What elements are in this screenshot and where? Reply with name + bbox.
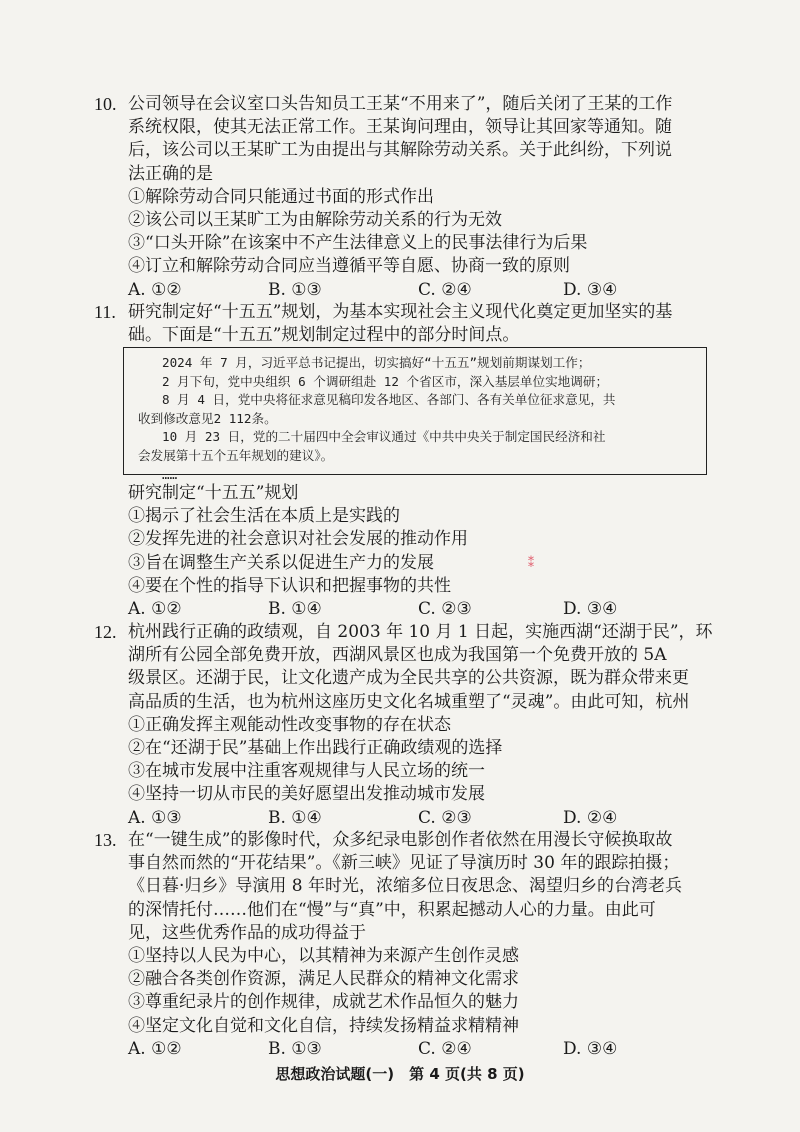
option-c[interactable]: C. ②③ bbox=[418, 599, 472, 620]
option-c[interactable]: C. ②④ bbox=[418, 1038, 472, 1059]
question-stem-line: 高品质的生活，也为杭州这座历史文化名城重塑了“灵魂”。由此可知，杭州 bbox=[128, 691, 690, 712]
option-a[interactable]: A. ①② bbox=[128, 279, 182, 300]
question-13 bbox=[94, 829, 714, 1061]
statement-item: ②在“还湖于民”基础上作出践行正确政绩观的选择 bbox=[128, 738, 503, 759]
question-stem-line: 法正确的是 bbox=[128, 163, 213, 184]
option-b[interactable]: B. ①④ bbox=[268, 599, 322, 620]
statement-item: ④坚定文化自觉和文化自信，持续发扬精益求精精神 bbox=[128, 1015, 519, 1036]
question-12 bbox=[94, 621, 714, 830]
option-d[interactable]: D. ③④ bbox=[563, 599, 618, 620]
question-stem-line: 础。下面是“十五五”规划制定过程中的部分时间点。 bbox=[128, 325, 520, 346]
statement-item: ②融合各类创作资源，满足人民群众的精神文化需求 bbox=[128, 969, 519, 990]
option-c[interactable]: C. ②④ bbox=[418, 279, 472, 300]
question-lead: 研究制定“十五五”规划 bbox=[128, 483, 299, 503]
question-stem-line: 在“一键生成”的影像时代，众多纪录电影创作者依然在用漫长守候换取故 bbox=[128, 830, 673, 850]
question-stem-line: 见，这些优秀作品的成功得益于 bbox=[128, 922, 366, 943]
statement-item: ④要在个性的指导下认识和把握事物的共性 bbox=[128, 575, 451, 596]
question-11 bbox=[94, 301, 714, 347]
question-stem-line: 的深情托付……他们在“慢”与“真”中，积累起撼动人心的力量。由此可 bbox=[128, 899, 656, 920]
option-a[interactable]: A. ①③ bbox=[128, 807, 182, 828]
option-d[interactable]: D. ③④ bbox=[563, 1038, 618, 1059]
question-number: 10. bbox=[94, 94, 117, 114]
question-stem-line: 级景区。还湖于民，让文化遗产成为全民共享的公共资源，既为群众带来更 bbox=[128, 668, 689, 689]
statement-item: ③在城市发展中注重客观规律与人民立场的统一 bbox=[128, 761, 485, 782]
question-11-continued bbox=[94, 482, 714, 621]
option-d[interactable]: D. ②④ bbox=[563, 807, 618, 828]
timeline-entry: 2024 年 7 月，习近平总书记提出，切实搞好“十五五”规划前期谋划工作； bbox=[162, 355, 591, 370]
statement-item: ①揭示了社会生活在本质上是实践的 bbox=[128, 506, 400, 527]
question-stem-line: 事自然而然的“开花结果”。《新三峡》见证了导演历时 30 年的跟踪拍摄； bbox=[128, 853, 680, 874]
statement-item: ②发挥先进的社会意识对社会发展的推动作用 bbox=[128, 529, 468, 550]
option-c[interactable]: C. ②③ bbox=[418, 807, 472, 828]
question-stem-line: 湖所有公园全部免费开放，西湖风景区也成为我国第一个免费开放的 5A bbox=[128, 645, 667, 666]
timeline-entry: 2 月下旬，党中央组织 6 个调研组赴 12 个省区市，深入基层单位实地调研； bbox=[162, 373, 609, 389]
statement-item: ②该公司以王某旷工为由解除劳动关系的行为无效 bbox=[128, 210, 502, 231]
statement-item: ③“口头开除”在该案中不产生法律意义上的民事法律行为后果 bbox=[128, 233, 588, 254]
answer-options bbox=[94, 598, 714, 621]
statement-item: ③旨在调整生产关系以促进生产力的发展 bbox=[128, 552, 434, 573]
statement-item: ③尊重纪录片的创作规律，成就艺术作品恒久的魅力 bbox=[128, 992, 519, 1013]
question-stem-line: 公司领导在会议室口头告知员工王某“不用来了”，随后关闭了王某的工作 bbox=[128, 94, 673, 114]
question-10 bbox=[94, 93, 714, 302]
statement-item: ①解除劳动合同只能通过书面的形式作出 bbox=[128, 186, 434, 207]
statement-item: ④坚持一切从市民的美好愿望出发推动城市发展 bbox=[128, 784, 485, 805]
timeline-entry: 会发展第十五个五年规划的建议》。 bbox=[138, 447, 334, 463]
option-b[interactable]: B. ①④ bbox=[268, 807, 322, 828]
question-number: 13. bbox=[94, 830, 117, 850]
option-b[interactable]: B. ①③ bbox=[268, 279, 322, 300]
page-footer: 思想政治试题(一) 第 4 页(共 8 页) bbox=[275, 1065, 525, 1083]
answer-options bbox=[94, 807, 714, 830]
answer-options bbox=[94, 1038, 714, 1061]
question-stem-line: 《日暮·归乡》导演用 8 年时光，浓缩多位日夜思念、渴望归乡的台湾老兵 bbox=[128, 876, 683, 897]
option-b[interactable]: B. ①③ bbox=[268, 1038, 322, 1059]
statement-item: ①坚持以人民为中心，以其精神为来源产生创作灵感 bbox=[128, 946, 519, 967]
question-stem-line: 研究制定好“十五五”规划，为基本实现社会主义现代化奠定更加坚实的基 bbox=[128, 302, 673, 322]
question-stem-line: 杭州践行正确的政绩观，自 2003 年 10 月 1 日起，实施西湖“还湖于民”，环 bbox=[128, 622, 713, 642]
option-d[interactable]: D. ③④ bbox=[563, 279, 618, 300]
option-a[interactable]: A. ①② bbox=[128, 599, 182, 620]
option-a[interactable]: A. ①② bbox=[128, 1038, 182, 1059]
stray-ink-mark: ⁑ bbox=[528, 556, 534, 570]
statement-item: ①正确发挥主观能动性改变事物的存在状态 bbox=[128, 714, 451, 735]
timeline-entry: 收到修改意见2 112条。 bbox=[138, 410, 277, 426]
timeline-ellipsis: …… bbox=[162, 466, 178, 482]
question-stem-line: 后，该公司以王某旷工为由提出与其解除劳动关系。关于此纠纷，下列说 bbox=[128, 140, 672, 161]
answer-options bbox=[94, 279, 714, 302]
timeline-entry: 8 月 4 日，党中央将征求意见稿印发各地区、各部门、各有关单位征求意见，共 bbox=[162, 392, 616, 408]
question-number: 12. bbox=[94, 622, 117, 642]
question-stem-line: 系统权限，使其无法正常工作。王某询问理由，领导让其回家等通知。随 bbox=[128, 117, 672, 138]
timeline-entry: 10 月 23 日，党的二十届四中全会审议通过《中共中央关于制定国民经济和社 bbox=[162, 429, 606, 445]
statement-item: ④订立和解除劳动合同应当遵循平等自愿、协商一致的原则 bbox=[128, 256, 570, 277]
timeline-box bbox=[123, 347, 707, 482]
question-number: 11. bbox=[94, 302, 116, 322]
